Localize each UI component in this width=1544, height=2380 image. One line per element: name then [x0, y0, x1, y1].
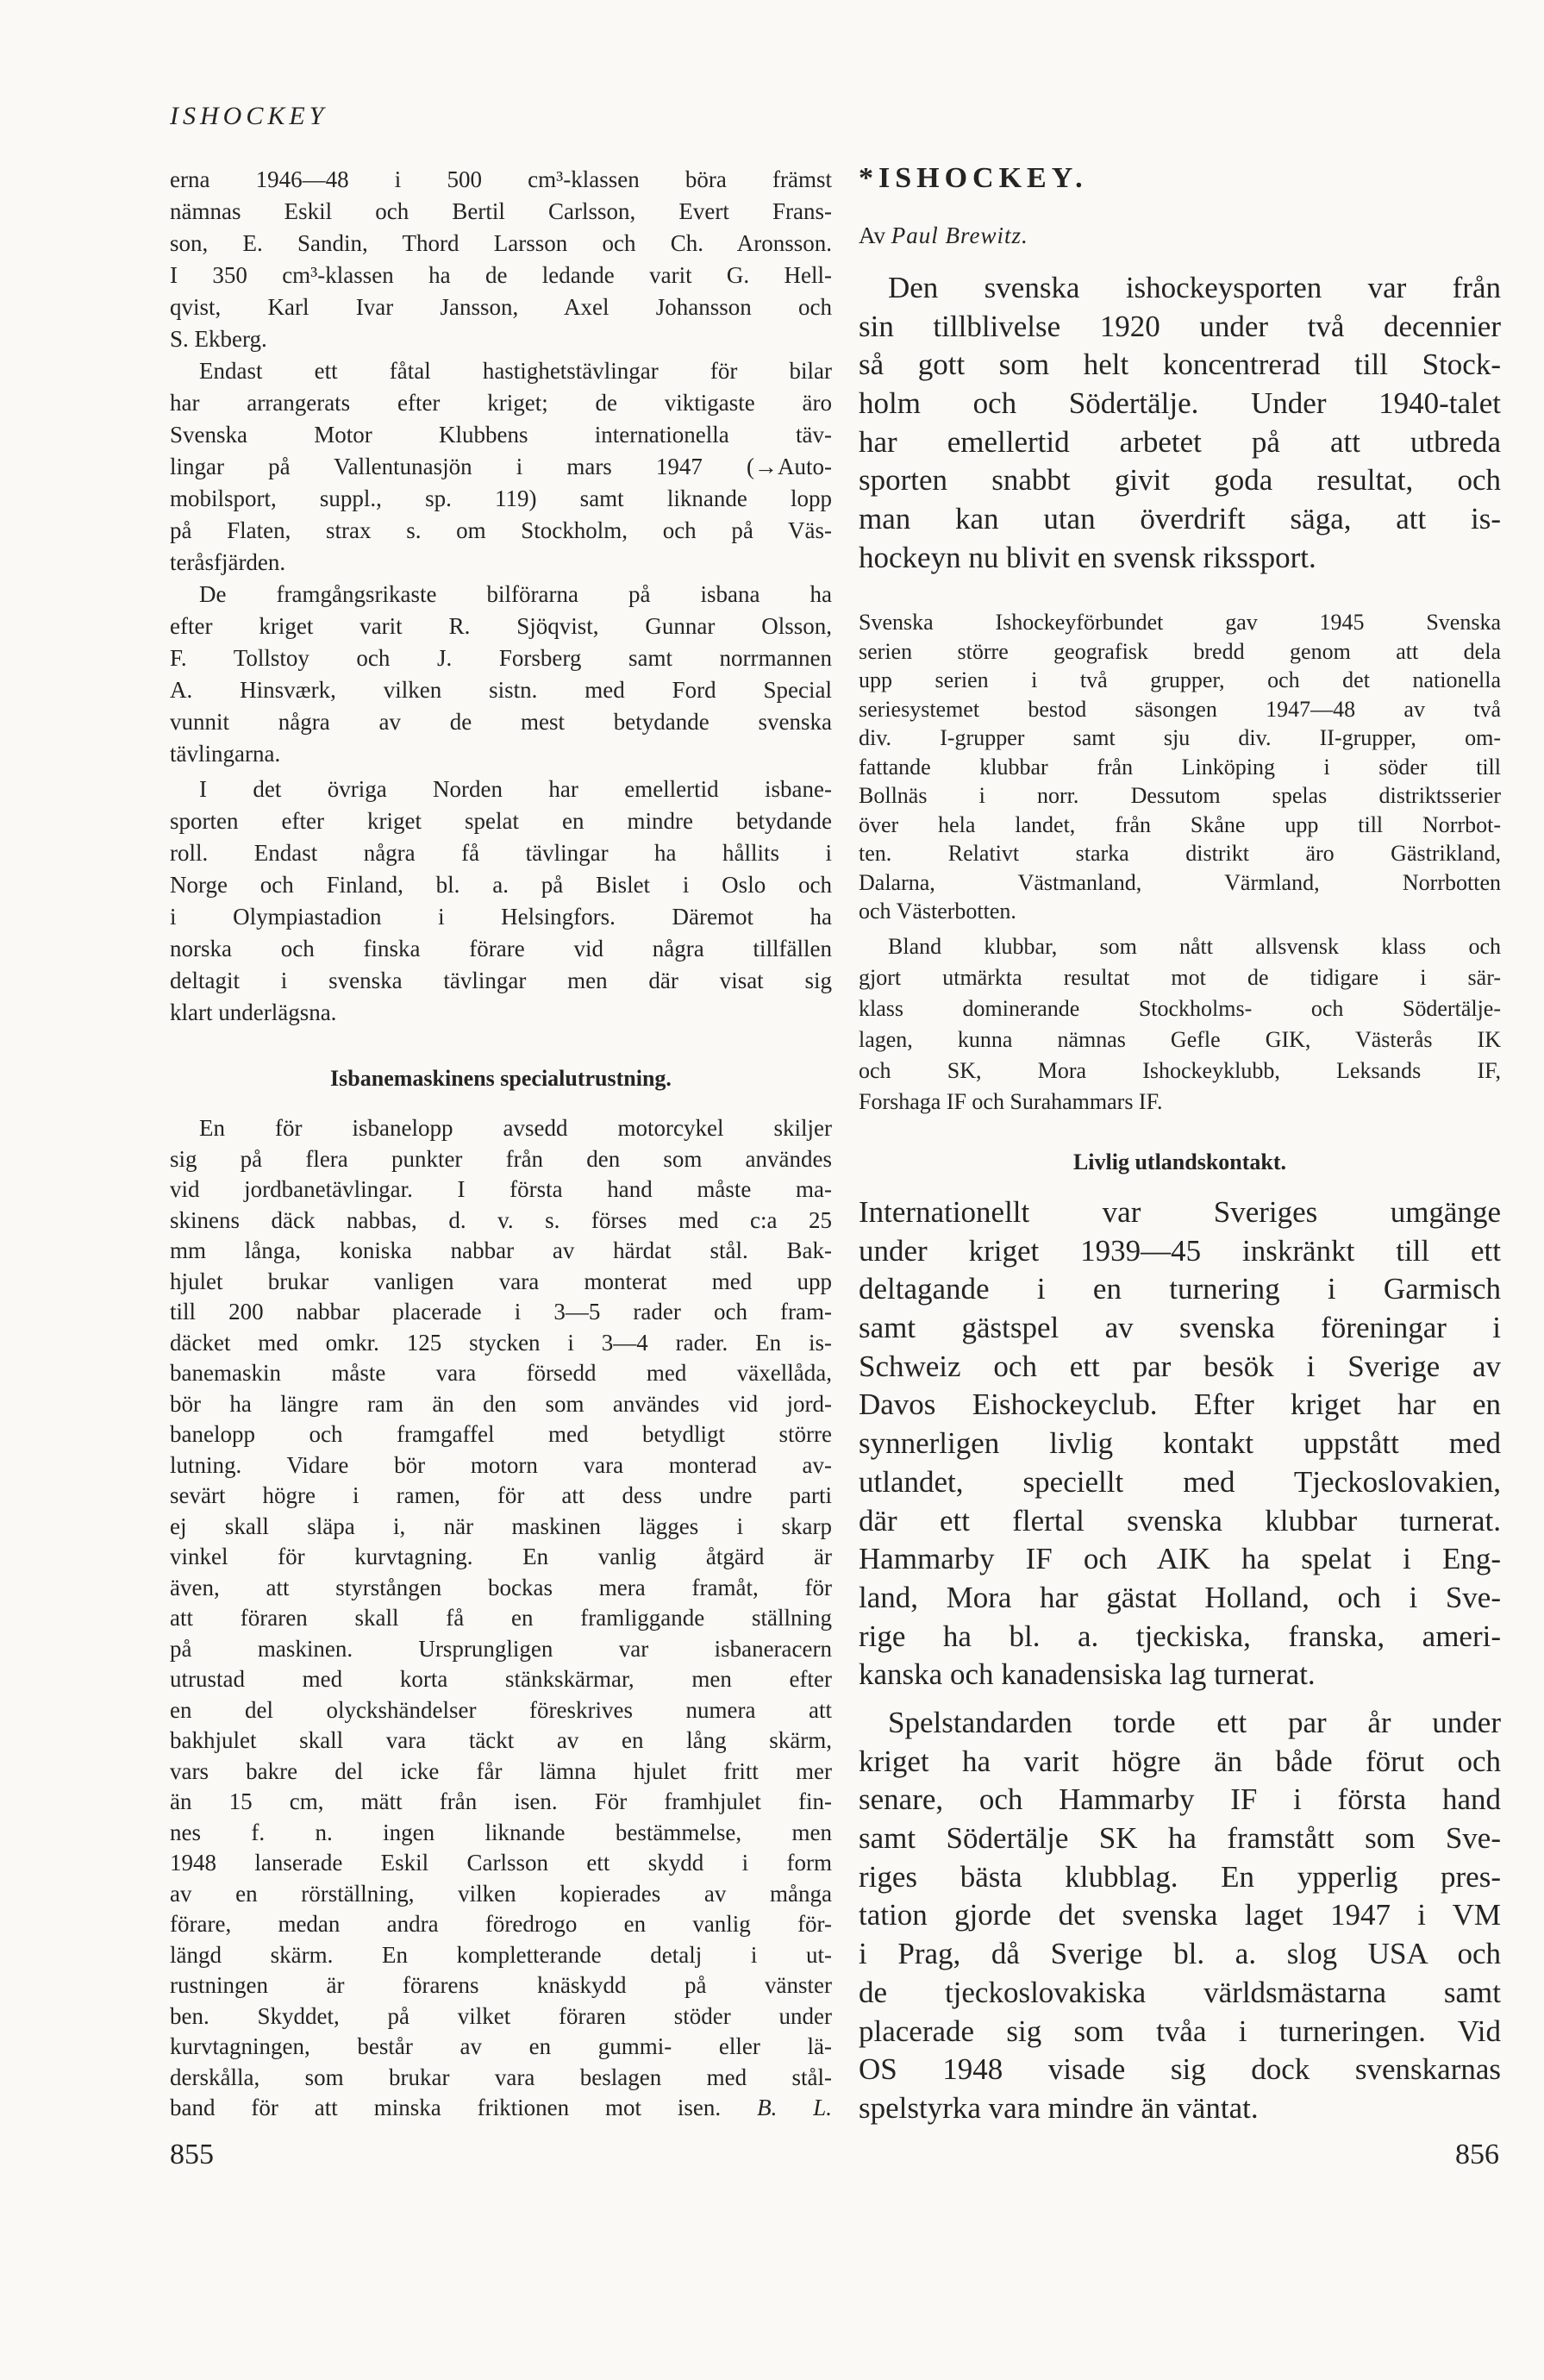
- text-line: [170, 1328, 832, 1359]
- text-line-content: klass dominerande Stockholms- och Södertälje-: [859, 996, 1501, 1021]
- text-line-content: ej skall släpa i, när maskinen lägges i skarp: [170, 1513, 832, 1539]
- text-line-content: längd skärm. En kompletterande detalj i ut-: [170, 1941, 832, 1968]
- running-head: ISHOCKEY: [170, 102, 328, 130]
- text-line-content: vid jordbanetävlingar. I första hand måste ma-: [170, 1176, 832, 1202]
- section-heading: Isbanemaskinens specialutrustning.: [330, 1066, 672, 1091]
- text-line: [170, 228, 832, 260]
- text-line: [170, 1113, 832, 1144]
- paragraph: [859, 1704, 1501, 2128]
- text-line-content: sporten efter kriget spelat en mindre betydande: [170, 808, 832, 834]
- text-line-content: i Olympiastadion i Helsingfors. Däremot ha: [170, 904, 832, 930]
- text-line: [859, 1024, 1501, 1055]
- text-line-content: kanska och kanadensiska lag turnerat.: [859, 1657, 1316, 1692]
- text-line-content: kriget ha varit högre än både förut och: [859, 1744, 1501, 1778]
- text-line-content: vinkel för kurvtagning. En vanlig åtgärd är: [170, 1544, 832, 1569]
- text-line: [859, 385, 1501, 423]
- text-line-content: banemaskin måste vara försedd med växellåda,: [170, 1360, 832, 1386]
- text-line: [170, 1267, 832, 1298]
- text-line: [170, 1358, 832, 1389]
- paragraph: [859, 931, 1501, 1118]
- text-line-content: av en rörställning, vilken kopierades av många: [170, 1880, 832, 1907]
- paragraph: [859, 1193, 1501, 1694]
- text-line-content: bör ha längre ram än den som användes vid jord-: [170, 1390, 832, 1417]
- text-line-content: erna 1946—48 i 500 cm³-klassen böra främst: [170, 166, 832, 192]
- text-line-content: upp serien i två grupper, och det nationella: [859, 667, 1501, 692]
- text-line: [859, 2013, 1501, 2051]
- text-line-content: kurvtagningen, består av en gummi- eller lä-: [170, 2033, 832, 2059]
- text-line-content: norska och finska förare vid några tillfällen: [170, 936, 832, 961]
- text-line: [859, 1618, 1501, 1657]
- text-line: [859, 753, 1501, 782]
- text-line-content: vars bakre del icke får lämna hjulet fritt mer: [170, 1757, 832, 1784]
- text-line-content: serien större geografisk bredd genom att dela: [859, 638, 1501, 664]
- text-line-content: nes f. n. ingen liknande bestämmelse, men: [170, 1819, 832, 1845]
- text-line: [859, 1743, 1501, 1782]
- text-line: [170, 1757, 832, 1788]
- text-line: [170, 1787, 832, 1818]
- text-line: [170, 1419, 832, 1450]
- page-number-right: 856: [1455, 2139, 1499, 2170]
- text-line-content: där ett flertal svenska klubbar turnerat.: [859, 1503, 1501, 1538]
- text-line-content: Bland klubbar, som nått allsvensk klass och: [888, 934, 1501, 959]
- article-title: *ISHOCKEY.: [859, 162, 1088, 194]
- text-line: [859, 868, 1501, 898]
- text-line-content: mm långa, koniska nabbar av härdat stål. Bak-: [170, 1237, 832, 1263]
- text-line: [170, 1970, 832, 2001]
- text-line: [170, 1603, 832, 1634]
- text-line-content: än 15 cm, mätt från isen. För framhjulet fin-: [170, 1788, 832, 1814]
- text-line-content: Hammarby IF och AIK ha spelat i Eng-: [859, 1542, 1501, 1576]
- text-line-content: hjulet brukar vanligen vara monterat med upp: [170, 1268, 832, 1294]
- text-line-content: att föraren skall få en framliggande ställning: [170, 1605, 832, 1631]
- text-line: [859, 1704, 1501, 1743]
- text-line: [170, 1450, 832, 1481]
- text-line: [170, 1848, 832, 1879]
- text-line-content: Internationellt var Sveriges umgänge: [859, 1195, 1501, 1229]
- text-line-content: Spelstandarden torde ett par år under: [888, 1706, 1501, 1739]
- text-line-content: även, att styrstången bockas mera framåt, för: [170, 1574, 832, 1600]
- text-line: [170, 674, 832, 706]
- text-line: [170, 579, 832, 611]
- text-line: [170, 1206, 832, 1237]
- text-line: [859, 1502, 1501, 1541]
- text-line: [170, 1726, 832, 1757]
- text-line-content: deltagande i en turnering i Garmisch: [859, 1272, 1501, 1306]
- text-line: [170, 774, 832, 805]
- text-line-content: land, Mora har gästat Holland, och i Sve-: [859, 1580, 1501, 1614]
- text-line-content: och Västerbotten.: [859, 899, 1016, 924]
- text-line-content: senare, och Hammarby IF i första hand: [859, 1782, 1501, 1817]
- text-line-content: sig på flera punkter från den som användes: [170, 1145, 832, 1172]
- paragraph: [170, 355, 832, 579]
- text-line: [859, 839, 1501, 868]
- text-line-content: till 200 nabbar placerade i 3—5 rader och fram-: [170, 1299, 832, 1325]
- text-line: [170, 2032, 832, 2063]
- text-line-content: så gott som helt koncentrerad till Stock-: [859, 348, 1501, 382]
- text-line: [170, 2001, 832, 2032]
- text-line-content: ten. Relativt starka distrikt äro Gästrikland,: [859, 841, 1501, 866]
- text-line-content: har arrangerats efter kriget; de viktigaste äro: [170, 390, 832, 416]
- text-line: [170, 1940, 832, 1971]
- author-signature: B. L.: [757, 2095, 832, 2120]
- text-line: [859, 637, 1501, 667]
- text-line-content: I det övriga Norden har emellertid isbane-: [199, 776, 832, 802]
- paragraph: [170, 774, 832, 1029]
- text-line-content: Den svenska ishockeysporten var från: [888, 271, 1501, 304]
- text-line: [170, 869, 832, 901]
- text-line-content: en del olyckshändelser föreskrives numera att: [170, 1696, 832, 1723]
- text-line: [170, 837, 832, 869]
- text-line-content: man kan utan överdrift säga, att is-: [859, 502, 1501, 536]
- text-line-content: klart underlägsna.: [170, 999, 337, 1025]
- text-line: [859, 2089, 1501, 2128]
- text-line: [170, 547, 832, 579]
- text-line: [170, 1389, 832, 1420]
- text-line-content: A. Hinsværk, vilken sistn. med Ford Special: [170, 677, 832, 703]
- text-line: [859, 666, 1501, 695]
- text-line: [859, 2051, 1501, 2089]
- text-line: [170, 260, 832, 291]
- text-line: [859, 1540, 1501, 1579]
- text-line-content: ben. Skyddet, på vilket föraren stöder under: [170, 2002, 832, 2029]
- text-line-content: tävlingarna.: [170, 741, 281, 767]
- text-line-content: lagen, kunna nämnas Gefle GIK, Västerås IK: [859, 1027, 1501, 1052]
- text-line-content: Bollnäs i norr. Dessutom spelas distriktsserier: [859, 783, 1501, 808]
- text-line-content: Dalarna, Västmanland, Värmland, Norrbotten: [859, 869, 1501, 895]
- text-line: [170, 1573, 832, 1604]
- text-line: [859, 500, 1501, 539]
- text-line: [170, 1818, 832, 1849]
- text-line: [170, 1297, 832, 1328]
- text-line-content: riges bästa klubblag. En ypperlig pres-: [859, 1859, 1501, 1894]
- text-line: [170, 196, 832, 228]
- byline-author: Paul Brewitz.: [891, 222, 1028, 248]
- text-line-content: samt Södertälje SK ha framstått som Sve-: [859, 1821, 1501, 1856]
- text-line-content: sevärt högre i ramen, för att dess undre parti: [170, 1482, 832, 1508]
- text-line: [859, 1819, 1501, 1858]
- byline: [859, 222, 1028, 249]
- text-line-content: I 350 cm³-klassen ha de ledande varit G. Hell-: [170, 262, 832, 288]
- text-line-content: rustningen är förarens knäskydd på vänster: [170, 1972, 832, 1998]
- text-line: [859, 897, 1501, 926]
- text-line: [170, 387, 832, 419]
- text-line-content: qvist, Karl Ivar Jansson, Axel Johansson och: [170, 294, 832, 320]
- text-line: [170, 1909, 832, 1940]
- text-line: [170, 1879, 832, 1910]
- text-line-content: seriesystemet bestod säsongen 1947—48 av två: [859, 696, 1501, 722]
- text-line: [170, 1236, 832, 1267]
- text-line: [170, 933, 832, 965]
- text-line-content: band för att minska friktionen mot isen.: [170, 2095, 722, 2120]
- text-line-content: under kriget 1939—45 inskränkt till ett: [859, 1233, 1501, 1268]
- text-line: [170, 515, 832, 547]
- paragraph: [859, 608, 1501, 926]
- text-line: [170, 1481, 832, 1512]
- text-line: [170, 291, 832, 323]
- text-line: [859, 962, 1501, 993]
- text-line: [170, 805, 832, 837]
- text-line: [170, 706, 832, 738]
- text-line-content: tation gjorde det svenska laget 1947 i VM: [859, 1898, 1501, 1932]
- paragraph: [170, 579, 832, 770]
- text-line-content: div. I-grupper samt sju div. II-grupper, om-: [859, 725, 1501, 750]
- text-line: [859, 308, 1501, 347]
- text-line-content: i Prag, då Sverige bl. a. slog USA och: [859, 1937, 1501, 1971]
- text-line: [859, 1386, 1501, 1425]
- text-line: [170, 901, 832, 933]
- text-line-content: deltagit i svenska tävlingar men där visat sig: [170, 968, 832, 993]
- text-line: [170, 1144, 832, 1175]
- text-line: [859, 1193, 1501, 1232]
- text-line-content: Endast ett fåtal hastighetstävlingar för bilar: [199, 358, 832, 384]
- text-line-content: F. Tollstoy och J. Forsberg samt norrmannen: [170, 645, 832, 671]
- text-line-content: Forshaga IF och Surahammars IF.: [859, 1089, 1163, 1114]
- text-line: [170, 965, 832, 997]
- text-line-content: utlandet, speciellt med Tjeckoslovakien,: [859, 1464, 1501, 1499]
- text-line: [859, 1935, 1501, 1974]
- text-line: [859, 346, 1501, 385]
- text-line: [859, 1055, 1501, 1087]
- text-line: [170, 1542, 832, 1573]
- text-line-content: fattande klubbar från Linköping i söder till: [859, 754, 1501, 780]
- text-line: [859, 723, 1501, 753]
- text-line-content: och SK, Mora Ishockeyklubb, Leksands IF,: [859, 1058, 1501, 1083]
- text-line: [859, 781, 1501, 811]
- text-line-content: förare, medan andra föredrogo en vanlig för-: [170, 1911, 832, 1937]
- text-line-content: holm och Södertälje. Under 1940-talet: [859, 386, 1501, 421]
- text-line: [170, 1174, 832, 1206]
- text-line-content: synnerligen livlig kontakt uppstått med: [859, 1426, 1501, 1461]
- text-line: [859, 1425, 1501, 1463]
- text-line: [859, 931, 1501, 962]
- text-line-content: på Flaten, strax s. om Stockholm, och på Väs-: [170, 517, 832, 543]
- text-line: [170, 1695, 832, 1726]
- paragraph: [170, 1113, 832, 2124]
- text-line: [859, 1579, 1501, 1618]
- text-line: [859, 423, 1501, 462]
- text-line: [859, 608, 1501, 637]
- text-line-content: En för isbanelopp avsedd motorcykel skiljer: [199, 1115, 832, 1141]
- paragraph: [859, 269, 1501, 578]
- text-line: [170, 355, 832, 387]
- text-line: [859, 1348, 1501, 1387]
- page-number-left: 855: [170, 2139, 214, 2170]
- text-line: [859, 1656, 1501, 1694]
- text-line: [859, 1087, 1501, 1118]
- text-line: [170, 611, 832, 642]
- text-line-content: Davos Eishockeyclub. Efter kriget har en: [859, 1387, 1501, 1422]
- text-line: [859, 1270, 1501, 1309]
- text-line-content: lutning. Vidare bör motorn vara monterad av-: [170, 1451, 832, 1478]
- text-line-content: sporten snabbt givit goda resultat, och: [859, 463, 1501, 498]
- text-line-content: spelstyrka vara mindre än väntat.: [859, 2090, 1259, 2125]
- text-line: [170, 1664, 832, 1695]
- text-line: [170, 997, 832, 1029]
- text-line: [170, 738, 832, 770]
- text-line-content: sin tillblivelse 1920 under två decennier: [859, 309, 1501, 343]
- text-line: [170, 164, 832, 196]
- text-line-content: teråsfjärden.: [170, 549, 286, 575]
- text-line: [170, 483, 832, 515]
- text-line-content: Svenska Ishockeyförbundet gav 1945 Svenska: [859, 610, 1501, 635]
- text-line: [859, 539, 1501, 578]
- text-line: [170, 419, 832, 451]
- text-line-content: De framgångsrikaste bilförarna på isbana ha: [199, 581, 832, 607]
- text-line: [859, 269, 1501, 308]
- text-line: [170, 642, 832, 674]
- text-line-content: S. Ekberg.: [170, 326, 267, 352]
- text-line: [859, 1858, 1501, 1897]
- text-line: [859, 1974, 1501, 2013]
- text-line-content: gjort utmärkta resultat mot de tidigare i sär-: [859, 965, 1501, 990]
- text-line-content: Svenska Motor Klubbens internationella täv-: [170, 422, 832, 448]
- text-line: [859, 811, 1501, 840]
- text-line: [170, 1634, 832, 1665]
- text-line-content: derskålla, som brukar vara beslagen med stål-: [170, 2064, 832, 2090]
- text-line: [170, 2093, 832, 2124]
- text-line: [170, 1512, 832, 1543]
- text-line: [170, 2063, 832, 2094]
- text-line: [170, 323, 832, 355]
- text-line-content: däcket med omkr. 125 stycken i 3—4 rader. En is-: [170, 1329, 832, 1356]
- paragraph: [170, 164, 832, 355]
- text-line-content: roll. Endast några få tävlingar ha hållits i: [170, 840, 832, 866]
- text-line: [859, 695, 1501, 724]
- text-line-content: hockeyn nu blivit en svensk rikssport.: [859, 540, 1316, 574]
- text-line-content: har emellertid arbetet på att utbreda: [859, 424, 1501, 459]
- text-line-content: banelopp och framgaffel med betydligt större: [170, 1421, 832, 1447]
- text-line-content: OS 1948 visade sig dock svenskarnas: [859, 2052, 1501, 2087]
- text-line-content: på maskinen. Ursprungligen var isbaneracern: [170, 1635, 832, 1662]
- text-line-content: Norge och Finland, bl. a. på Bislet i Oslo och: [170, 872, 832, 898]
- text-line-content: samt gästspel av svenska föreningar i: [859, 1311, 1501, 1345]
- text-line-content: skinens däck nabbas, d. v. s. förses med c:a 25: [170, 1206, 832, 1233]
- text-line-content: Schweiz och ett par besök i Sverige av: [859, 1349, 1501, 1383]
- text-line-content: mobilsport, suppl., sp. 119) samt liknande lopp: [170, 485, 832, 511]
- text-line-content: utrustad med korta stänkskärmar, men efter: [170, 1666, 832, 1692]
- text-line-content: bakhjulet skall vara täckt av en lång skärm,: [170, 1727, 832, 1753]
- byline-prefix: Av: [859, 222, 885, 248]
- text-line: [859, 1463, 1501, 1502]
- text-line: [170, 451, 832, 483]
- text-line-content: vunnit några av de mest betydande svenska: [170, 709, 832, 735]
- text-line: [859, 461, 1501, 500]
- text-line: [859, 1781, 1501, 1819]
- text-line-content: efter kriget varit R. Sjöqvist, Gunnar Olsson,: [170, 613, 832, 639]
- text-line-content: rige ha bl. a. tjeckiska, franska, ameri-: [859, 1619, 1501, 1653]
- text-line: [859, 1232, 1501, 1271]
- text-line-content: de tjeckoslovakiska världsmästarna samt: [859, 1975, 1501, 2009]
- text-line-content: 1948 lanserade Eskil Carlsson ett skydd i form: [170, 1850, 832, 1876]
- section-heading: Livlig utlandskontakt.: [1072, 1149, 1287, 1174]
- text-line: [859, 993, 1501, 1024]
- text-line-content: lingar på Vallentunasjön i mars 1947 (→Auto-: [170, 454, 832, 479]
- text-line-content: placerade sig som tvåa i turneringen. Vid: [859, 2014, 1501, 2048]
- text-line-content: son, E. Sandin, Thord Larsson och Ch. Aronsson.: [170, 230, 832, 256]
- text-line-content: nämnas Eskil och Bertil Carlsson, Evert Frans-: [170, 198, 832, 224]
- text-line-content: över hela landet, från Skåne upp till Norrbot-: [859, 811, 1501, 837]
- text-line: [859, 1896, 1501, 1935]
- text-line: [859, 1309, 1501, 1348]
